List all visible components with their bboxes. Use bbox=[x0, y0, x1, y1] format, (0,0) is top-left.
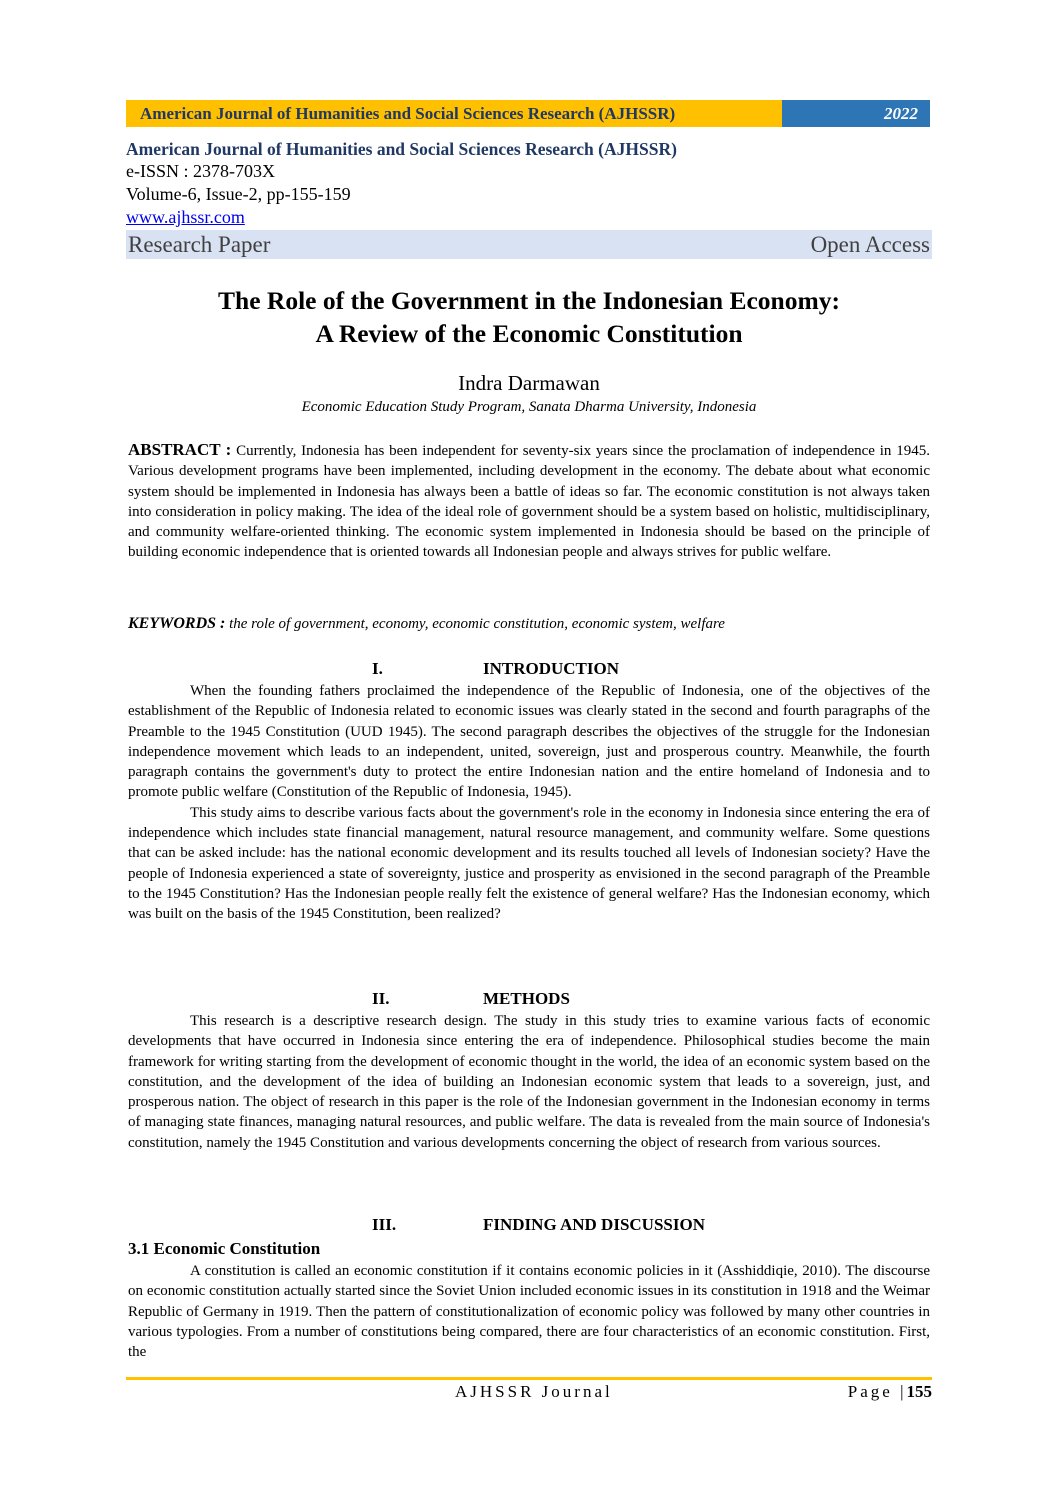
section-title: INTRODUCTION bbox=[483, 659, 620, 678]
running-header bbox=[126, 100, 930, 127]
paragraph: This research is a descriptive research design. The study in this study tries to examine various facts of economic developments that have occurred in Indonesia since entering the era of independence. Philosophical studies become the main framework for writing starting from the development of economic thought in the world, the idea of an economic system based on the constitution, and the development of the idea of building an Indonesian economic system that leads to a sovereign, just, and prosperous nation. The object of research in this paper is the role of the Indonesian government in the Indonesian economy in terms of managing state finances, managing natural resources, and public welfare. The data is revealed from the main source of Indonesia's constitution, namely the 1945 Constitution and various developments concerning the object of research from various sources. bbox=[128, 1013, 930, 1151]
findings-body bbox=[128, 1261, 930, 1362]
page-label: Page | bbox=[847, 1382, 907, 1401]
journal-issn: e-ISSN : 2378-703X bbox=[126, 161, 275, 181]
keywords bbox=[128, 614, 930, 634]
section-number: II. bbox=[372, 989, 390, 1008]
abstract bbox=[128, 440, 930, 563]
access-type: Open Access bbox=[810, 231, 930, 257]
subsection-title: 3.1 Economic Constitution bbox=[128, 1239, 321, 1258]
introduction-body bbox=[128, 681, 930, 925]
journal-url-link[interactable]: www.ajhssr.com bbox=[126, 207, 245, 227]
footer-journal-name: AJHSSR Journal bbox=[455, 1382, 613, 1401]
paper-title-line1: The Role of the Government in the Indonesian Economy: bbox=[218, 286, 840, 315]
keywords-label: KEYWORDS : bbox=[128, 615, 226, 632]
author-affiliation: Economic Education Study Program, Sanata Dharma University, Indonesia bbox=[301, 399, 757, 415]
paper-type: Research Paper bbox=[128, 231, 271, 257]
footer-divider bbox=[126, 1377, 932, 1380]
paragraph: When the founding fathers proclaimed the independence of the Republic of Indonesia, one of the objectives of the establishment of the Republic of Indonesia related to economic issues was clearly stated in the second and fourth paragraphs of the Preamble to the 1945 Constitution (UUD 1945). The second paragraph describes the objectives of the struggle for the Indonesian independence movement which leads to an independent, united, sovereign, just and prosperous country. Meanwhile, the fourth paragraph contains the government's duty to protect the entire Indonesian nation and the entire homeland of Indonesia and to promote public welfare (Constitution of the Republic of Indonesia, 1945). bbox=[128, 683, 930, 801]
access-bar bbox=[126, 230, 932, 259]
paper-title bbox=[126, 284, 932, 350]
header-journal-name: American Journal of Humanities and Social Sciences Research (AJHSSR) bbox=[126, 100, 782, 127]
section-title: METHODS bbox=[483, 989, 570, 1008]
journal-volume: Volume-6, Issue-2, pp-155-159 bbox=[126, 184, 351, 204]
header-year: 2022 bbox=[782, 100, 930, 127]
paper-title-line2: A Review of the Economic Constitution bbox=[315, 319, 743, 348]
methods-body bbox=[128, 1011, 930, 1153]
abstract-text: Currently, Indonesia has been independent for seventy-six years since the proclamation of independence in 1945. Various development programs have been implemented, including development in the economy. The debate about what economic system should be implemented in Indonesia has always been a battle of ideas so far. The economic constitution is not always taken into consideration in policy making. The idea of the ideal role of government should be a system based on holistic, multidisciplinary, and community welfare-oriented thinking. The economic system implemented in Indonesia should be based on the principle of building economic independence that is oriented towards all Indonesian people and always strives for public welfare. bbox=[128, 443, 930, 561]
section-number: I. bbox=[372, 659, 383, 678]
abstract-label: ABSTRACT : bbox=[128, 440, 232, 459]
paragraph: A constitution is called an economic constitution if it contains economic policies in it (Asshiddiqie, 2010). The discourse on economic constitution actually started since the Soviet Union included economic issues in its constitution in 1918 and the Weimar Republic of Germany in 1919. Then the pattern of constitutionalization of economic policy was followed by many other countries in various typologies. From a number of constitutions being compared, there are four characteristics of an economic constitution. First, the bbox=[128, 1263, 930, 1361]
journal-info bbox=[126, 138, 932, 259]
section-number: III. bbox=[372, 1215, 397, 1234]
author-name: Indra Darmawan bbox=[458, 371, 600, 395]
footer-page bbox=[848, 1382, 932, 1402]
page-number: 155 bbox=[906, 1382, 932, 1401]
section-title: FINDING AND DISCUSSION bbox=[483, 1215, 705, 1234]
keywords-text: the role of government, economy, economic constitution, economic system, welfare bbox=[229, 616, 725, 632]
journal-title: American Journal of Humanities and Social Sciences Research (AJHSSR) bbox=[126, 139, 677, 159]
paragraph: This study aims to describe various facts about the government's role in the economy in Indonesia since entering the era of independence which includes state financial management, natural resource management, and community welfare. Some questions that can be asked include: has the national economic development and its results touched all levels of Indonesian society? Have the people of Indonesia experienced a state of sovereignty, justice and prosperity as envisioned in the second paragraph of the Preamble to the 1945 Constitution? Has the Indonesian people really felt the existence of general welfare? Has the Indonesian economy, which was built on the basis of the 1945 Constitution, been realized? bbox=[128, 804, 930, 923]
